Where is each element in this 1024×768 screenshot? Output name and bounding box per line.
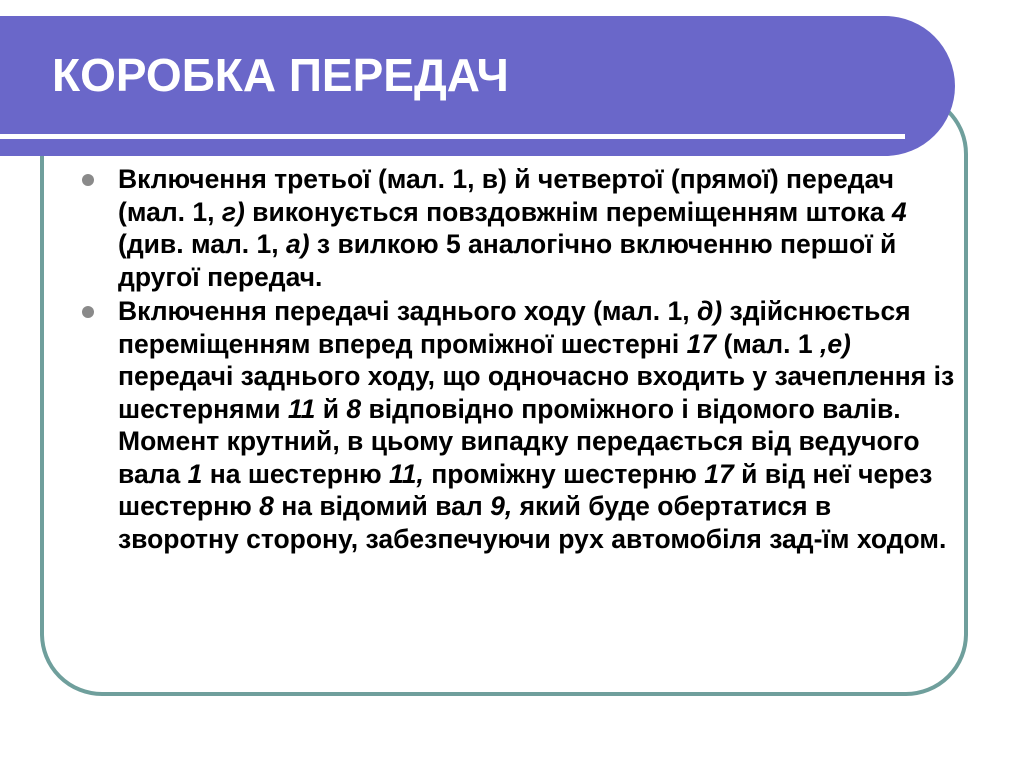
bullet-icon bbox=[82, 174, 94, 186]
bullet-icon bbox=[82, 306, 94, 318]
bullet-text: Включення третьої (мал. 1, в) й четвертої (прямої) передач (мал. 1, г) виконується повздовжнім переміщенням штока 4 (див. мал. 1, а) з вилкою 5 аналогічно включенню першої й другої передач. bbox=[118, 164, 907, 292]
slide-title: КОРОБКА ПЕРЕДАЧ bbox=[52, 49, 509, 101]
bullet-list bbox=[118, 163, 958, 557]
title-underline bbox=[0, 134, 905, 139]
bullet-item-third-fourth-gear bbox=[118, 163, 958, 293]
bullet-text: Включення передачі заднього ходу (мал. 1, д) здійснюється переміщенням вперед проміжної шестерні 17 (мал. 1 ,е) передачі заднього ходу, що одночасно входить у зачеплення із шестернями 11 й 8 відповідно проміжного і відомого валів. Момент крутний, в цьому випадку передається від ведучого вала 1 на шестерню 11, проміжну шестерню 17 й від неї через шестерню 8 на відомий вал 9, який буде обертатися в зворотну сторону, забезпечуючи рух автомобіля зад-їм ходом. bbox=[118, 296, 955, 554]
bullet-item-reverse-gear bbox=[118, 295, 958, 555]
